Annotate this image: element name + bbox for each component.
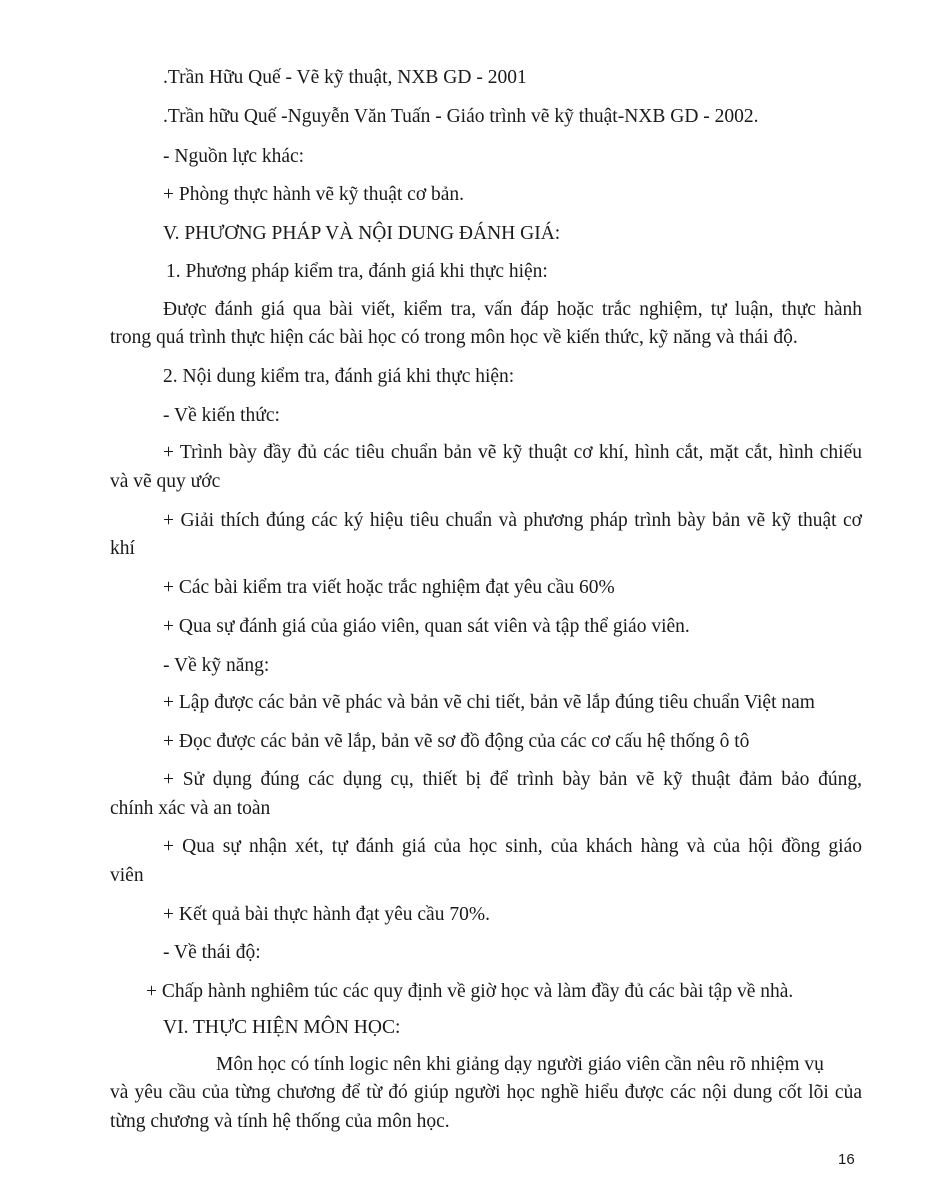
section-5-heading: V. PHƯƠNG PHÁP VÀ NỘI DUNG ĐÁNH GIÁ:: [163, 223, 561, 244]
skills-item-4-line-1: + Qua sự nhận xét, tự đánh giá của học sinh, của khách hàng và của hội đồng giáo: [163, 836, 862, 857]
section-6-paragraph-line-1: Môn học có tính logic nên khi giảng dạy người giáo viên cần nêu rõ nhiệm vụ: [216, 1054, 824, 1075]
section-6-paragraph-line-3: từng chương và tính hệ thống của môn học.: [110, 1111, 450, 1132]
reference-2: .Trần hữu Quế -Nguyễn Văn Tuấn - Giáo trình vẽ kỹ thuật-NXB GD - 2002.: [163, 106, 759, 127]
knowledge-item-4: + Qua sự đánh giá của giáo viên, quan sát viên và tập thể giáo viên.: [163, 616, 690, 637]
section-6-heading: VI. THỰC HIỆN MÔN HỌC:: [163, 1017, 401, 1038]
skills-item-5: + Kết quả bài thực hành đạt yêu cầu 70%.: [163, 904, 490, 925]
knowledge-item-2-line-2: khí: [110, 538, 135, 559]
content-heading: 2. Nội dung kiểm tra, đánh giá khi thực hiện:: [163, 366, 515, 387]
reference-1: .Trần Hữu Quế - Vẽ kỹ thuật, NXB GD - 2001: [163, 67, 527, 88]
knowledge-item-2-line-1: + Giải thích đúng các ký hiệu tiêu chuẩn và phương pháp trình bày bản vẽ kỹ thuật cơ: [163, 510, 862, 531]
skills-item-2: + Đọc được các bản vẽ lắp, bản vẽ sơ đồ động của các cơ cấu hệ thống ô tô: [163, 731, 750, 752]
attitude-item-1: + Chấp hành nghiêm túc các quy định về giờ học và làm đầy đủ các bài tập về nhà.: [146, 981, 794, 1002]
skills-item-3-line-1: + Sử dụng đúng các dụng cụ, thiết bị để trình bày bản vẽ kỹ thuật đảm bảo đúng,: [163, 769, 862, 790]
method-paragraph-line-2: trong quá trình thực hiện các bài học có trong môn học về kiến thức, kỹ năng và thái độ.: [110, 327, 798, 348]
attitude-label: - Về thái độ:: [163, 942, 261, 963]
method-paragraph-line-1: Được đánh giá qua bài viết, kiểm tra, vấn đáp hoặc trắc nghiệm, tự luận, thực hành: [163, 299, 862, 320]
skills-item-1: + Lập được các bản vẽ phác và bản vẽ chi tiết, bản vẽ lắp đúng tiêu chuẩn Việt nam: [163, 692, 815, 713]
method-heading: 1. Phương pháp kiểm tra, đánh giá khi thực hiện:: [166, 261, 548, 282]
other-resources-label: - Nguồn lực khác:: [163, 146, 305, 167]
skills-item-3-line-2: chính xác và an toàn: [110, 798, 271, 819]
knowledge-item-1-line-1: + Trình bày đầy đủ các tiêu chuẩn bản vẽ kỹ thuật cơ khí, hình cắt, mặt cắt, hình chiếu: [163, 442, 862, 463]
knowledge-item-1-line-2: và vẽ quy ước: [110, 471, 221, 492]
knowledge-label: - Về kiến thức:: [163, 405, 280, 426]
knowledge-item-3: + Các bài kiểm tra viết hoặc trắc nghiệm đạt yêu cầu 60%: [163, 577, 615, 598]
practice-room-item: + Phòng thực hành vẽ kỹ thuật cơ bản.: [163, 184, 465, 205]
skills-item-4-line-2: viên: [110, 865, 144, 886]
page-number: 16: [838, 1151, 855, 1168]
section-6-paragraph-line-2: và yêu cầu của từng chương để từ đó giúp người học nghề hiểu được các nội dung cốt lõi của: [110, 1082, 862, 1103]
skills-label: - Về kỹ năng:: [163, 655, 270, 676]
